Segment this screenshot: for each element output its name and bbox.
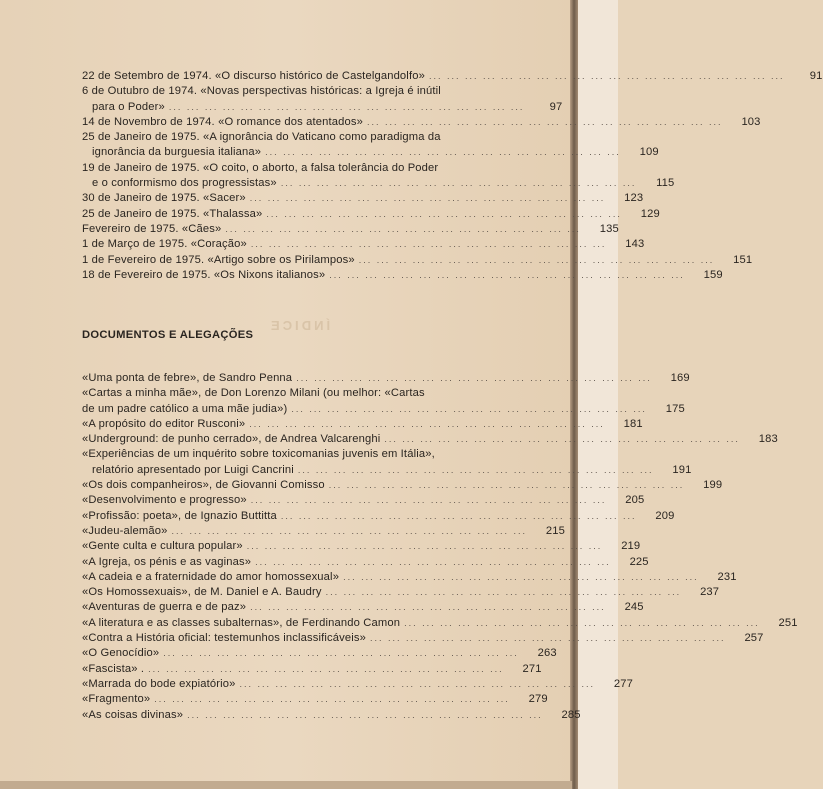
toc-line bbox=[82, 555, 649, 570]
dot-leader: ... ... ... ... ... ... ... ... ... ... ... ... ... ... ... ... ... ... ... ... bbox=[280, 178, 637, 189]
toc-entry bbox=[82, 585, 720, 600]
toc-line bbox=[82, 600, 644, 615]
entry-title: 25 de Janeiro de 1975. «Thalassa» bbox=[82, 207, 263, 220]
toc-line bbox=[82, 145, 659, 160]
page-number: 225 bbox=[629, 555, 649, 568]
page-number: 205 bbox=[625, 494, 645, 507]
toc-line bbox=[82, 115, 761, 130]
page-number: 245 bbox=[624, 601, 644, 614]
toc-entry bbox=[82, 692, 548, 707]
dot-leader: ... ... ... ... ... ... ... ... ... ... ... ... ... ... ... ... ... ... ... ... bbox=[250, 602, 606, 613]
toc-entry bbox=[82, 646, 557, 661]
dot-leader: ... ... ... ... ... ... ... ... ... ... ... ... ... ... ... ... ... ... ... ... bbox=[343, 571, 699, 582]
toc-line bbox=[82, 662, 542, 677]
entry-title: 14 de Novembro de 1974. «O romance dos atentados» bbox=[82, 115, 364, 128]
toc-line bbox=[82, 585, 720, 600]
entry-title: «Experiências de um inquérito sobre toxicomanias juvenis em Itália», bbox=[82, 448, 435, 461]
page-number: 277 bbox=[613, 677, 634, 690]
toc-line bbox=[82, 677, 634, 692]
toc-section-2 bbox=[82, 371, 798, 723]
page-number: 251 bbox=[778, 616, 798, 629]
entry-title: Fevereiro de 1975. «Cães» bbox=[82, 222, 222, 235]
dot-leader: ... ... ... ... ... ... ... ... ... ... ... ... ... ... ... ... ... ... ... ... bbox=[239, 678, 596, 689]
dot-leader: ... ... ... ... ... ... ... ... ... ... ... ... ... ... ... ... ... ... ... ... bbox=[250, 495, 607, 506]
page-number: 97 bbox=[549, 100, 563, 113]
entry-title: «A propósito do editor Rusconi» bbox=[82, 417, 246, 430]
page-number: 199 bbox=[703, 479, 723, 492]
page-number: 271 bbox=[522, 662, 542, 675]
dot-leader: ... ... ... ... ... ... ... ... ... ... ... ... ... ... ... ... ... ... ... ... bbox=[296, 373, 652, 383]
dot-leader: ... ... ... ... ... ... ... ... ... ... ... ... ... ... ... ... ... ... ... ... bbox=[250, 239, 607, 250]
page-number: 169 bbox=[670, 372, 690, 384]
entry-title: «Cartas a minha mãe», de Don Lorenzo Milani (ou melhor: «Cartas bbox=[82, 387, 425, 400]
toc-line bbox=[82, 207, 660, 222]
entry-title: «Aventuras de guerra e de paz» bbox=[82, 601, 247, 614]
dot-leader: ... ... ... ... ... ... ... ... ... ... ... ... ... ... ... ... ... ... ... ... bbox=[428, 71, 785, 81]
entry-title: «Uma ponta de febre», de Sandro Penna bbox=[82, 372, 293, 384]
toc-line bbox=[82, 478, 723, 493]
toc-entry bbox=[82, 478, 723, 493]
toc-line bbox=[82, 371, 690, 386]
entry-title: 6 de Outubro de 1974. «Novas perspectivas históricas: a Igreja é inútil bbox=[82, 85, 441, 98]
entry-title: 22 de Setembro de 1974. «O discurso histórico de Castelgandolfo» bbox=[82, 70, 425, 82]
toc-line bbox=[82, 692, 548, 707]
page-number: 151 bbox=[733, 253, 753, 266]
page-number: 159 bbox=[703, 268, 723, 281]
toc-line bbox=[82, 524, 565, 539]
entry-title: «Os dois companheiros», de Giovanni Comisso bbox=[82, 479, 325, 492]
toc-entry bbox=[82, 386, 685, 417]
dot-leader: ... ... ... ... ... ... ... ... ... ... ... ... ... ... ... ... ... ... ... ... bbox=[168, 101, 525, 112]
page-number: 191 bbox=[672, 463, 692, 476]
page-number: 115 bbox=[656, 177, 675, 190]
toc-line bbox=[82, 493, 645, 508]
dot-leader: ... ... ... ... ... ... ... ... ... ... ... ... ... ... ... ... ... ... ... ... bbox=[291, 403, 647, 414]
page-number: 175 bbox=[665, 402, 685, 415]
toc-line bbox=[82, 161, 518, 176]
entry-title: «A Igreja, os pénis e as vaginas» bbox=[82, 555, 252, 568]
entry-title: «Underground: de punho cerrado», de Andrea Valcarenghi bbox=[82, 433, 381, 446]
toc-line bbox=[82, 616, 798, 631]
toc-entry bbox=[82, 677, 634, 692]
toc-entry bbox=[82, 493, 645, 508]
toc-line bbox=[82, 417, 643, 432]
entry-title: «Contra a História oficial: testemunhos inclassificáveis» bbox=[82, 632, 367, 645]
toc-entry bbox=[82, 631, 764, 646]
toc-entry bbox=[82, 222, 619, 237]
dot-leader: ... ... ... ... ... ... ... ... ... ... ... ... ... ... ... ... ... ... ... ... bbox=[225, 223, 581, 234]
page-number: 143 bbox=[625, 238, 645, 251]
toc-entry bbox=[82, 69, 823, 84]
page-number: 103 bbox=[741, 115, 761, 128]
dot-leader: ... ... ... ... ... ... ... ... ... ... ... ... ... ... ... ... ... ... ... ... bbox=[266, 208, 622, 219]
toc-line bbox=[82, 237, 645, 252]
page-number: 279 bbox=[528, 693, 548, 706]
entry-title: 1 de Março de 1975. «Coração» bbox=[82, 238, 247, 251]
page-number: 129 bbox=[640, 207, 660, 220]
toc-line bbox=[82, 100, 563, 115]
entry-title: de um padre católico a uma mãe judia») bbox=[82, 402, 288, 415]
page-number: 209 bbox=[655, 509, 675, 522]
entry-title: «As coisas divinas» bbox=[82, 708, 184, 721]
entry-title: relatório apresentado por Luigi Cancrini bbox=[92, 463, 294, 476]
dot-leader: ... ... ... ... ... ... ... ... ... ... ... ... ... ... ... ... ... ... ... ... bbox=[265, 147, 621, 158]
entry-title: 1 de Fevereiro de 1975. «Artigo sobre os Pirilampos» bbox=[82, 253, 355, 266]
dot-leader: ... ... ... ... ... ... ... ... ... ... ... ... ... ... ... ... ... ... ... ... bbox=[249, 418, 605, 429]
toc-line bbox=[82, 222, 619, 237]
page-number: 237 bbox=[700, 586, 720, 599]
dot-leader: ... ... ... ... ... ... ... ... ... ... ... ... ... ... ... ... ... ... ... ... bbox=[148, 663, 504, 674]
page-number: 257 bbox=[744, 632, 764, 645]
dot-leader: ... ... ... ... ... ... ... ... ... ... ... ... ... ... ... ... ... ... ... ... bbox=[171, 525, 527, 536]
toc-line bbox=[82, 402, 685, 417]
entry-title: «Os Homossexuais», de M. Daniel e A. Baudry bbox=[82, 586, 322, 599]
toc-entry bbox=[82, 191, 644, 206]
page-number: 263 bbox=[537, 647, 557, 660]
entry-title: «A cadeia e a fraternidade do amor homossexual» bbox=[82, 570, 340, 583]
entry-title: «Fragmento» bbox=[82, 693, 151, 706]
toc-entry bbox=[82, 570, 737, 585]
entry-title: «Profissão: poeta», de Ignazio Buttitta bbox=[82, 509, 277, 522]
toc-line bbox=[82, 191, 644, 206]
page-number: 181 bbox=[623, 417, 643, 430]
toc-line bbox=[82, 539, 641, 554]
toc-line bbox=[82, 463, 692, 478]
entry-title: «Desenvolvimento e progresso» bbox=[82, 494, 247, 507]
toc-entry bbox=[82, 237, 645, 252]
toc-line bbox=[82, 84, 518, 99]
entry-title: «A literatura e as classes subalternas», de Ferdinando Camon bbox=[82, 616, 401, 629]
page-number: 183 bbox=[758, 433, 778, 446]
toc-entry bbox=[82, 708, 581, 723]
page-number: 215 bbox=[545, 524, 565, 537]
toc-entry bbox=[82, 555, 649, 570]
bottom-edge bbox=[0, 781, 572, 789]
toc-entry bbox=[82, 253, 753, 268]
toc-entry bbox=[82, 207, 660, 222]
toc-entry bbox=[82, 600, 644, 615]
dot-leader: ... ... ... ... ... ... ... ... ... ... ... ... ... ... ... ... ... ... ... ... bbox=[163, 648, 519, 659]
dot-leader: ... ... ... ... ... ... ... ... ... ... ... ... ... ... ... ... ... ... ... ... bbox=[328, 480, 685, 491]
toc-entry bbox=[82, 662, 542, 677]
dot-leader: ... ... ... ... ... ... ... ... ... ... ... ... ... ... ... ... ... ... ... ... bbox=[187, 709, 543, 720]
toc-line bbox=[82, 432, 778, 447]
entry-title: 25 de Janeiro de 1975. «A ignorância do Vaticano como paradigma da bbox=[82, 131, 441, 144]
entry-title: «Marrada do bode expiatório» bbox=[82, 677, 236, 690]
entry-title: 18 de Fevereiro de 1975. «Os Nixons italianos» bbox=[82, 268, 326, 281]
page-number: 123 bbox=[624, 192, 644, 205]
entry-title: «O Genocídio» bbox=[82, 647, 160, 660]
show-through-watermark: ÍNDICE bbox=[268, 318, 331, 333]
toc-line bbox=[82, 386, 518, 401]
entry-title: «Fascista» . bbox=[82, 662, 145, 675]
toc-entry bbox=[82, 539, 641, 554]
toc-entry bbox=[82, 371, 690, 386]
dot-leader: ... ... ... ... ... ... ... ... ... ... ... ... ... ... ... ... ... ... ... ... bbox=[246, 541, 603, 552]
dot-leader: ... ... ... ... ... ... ... ... ... ... ... ... ... ... ... ... ... ... ... ... bbox=[367, 116, 723, 127]
toc-entry bbox=[82, 432, 778, 447]
entry-title: «Judeu-alemão» bbox=[82, 524, 168, 537]
toc-entry bbox=[82, 509, 675, 524]
toc-line bbox=[82, 130, 518, 145]
toc-line bbox=[82, 708, 581, 723]
entry-title: e o conformismo dos progressistas» bbox=[92, 177, 277, 190]
toc-entry bbox=[82, 84, 563, 115]
toc-entry bbox=[82, 268, 723, 283]
entry-title: «Gente culta e cultura popular» bbox=[82, 540, 243, 553]
toc-line bbox=[82, 509, 675, 524]
page-number: 135 bbox=[599, 222, 619, 235]
toc-line bbox=[82, 176, 675, 191]
page-number: 285 bbox=[561, 708, 581, 721]
toc-line bbox=[82, 570, 737, 585]
toc-line bbox=[82, 631, 764, 646]
toc-entry bbox=[82, 161, 675, 192]
toc-entry bbox=[82, 524, 565, 539]
entry-title: 19 de Janeiro de 1975. «O coito, o aborto, a falsa tolerância do Poder bbox=[82, 161, 439, 174]
dot-leader: ... ... ... ... ... ... ... ... ... ... ... ... ... ... ... ... ... ... ... ... bbox=[249, 193, 606, 204]
dot-leader: ... ... ... ... ... ... ... ... ... ... ... ... ... ... ... ... ... ... ... ... bbox=[384, 434, 740, 445]
dot-leader: ... ... ... ... ... ... ... ... ... ... ... ... ... ... ... ... ... ... ... ... bbox=[404, 617, 760, 628]
page-number: 219 bbox=[621, 540, 641, 553]
dot-leader: ... ... ... ... ... ... ... ... ... ... ... ... ... ... ... ... ... ... ... ... bbox=[325, 587, 682, 598]
page-number: 91 bbox=[809, 70, 823, 82]
toc-line bbox=[82, 69, 823, 84]
toc-entry bbox=[82, 616, 798, 631]
toc-line bbox=[82, 253, 753, 268]
dot-leader: ... ... ... ... ... ... ... ... ... ... ... ... ... ... ... ... ... ... ... ... bbox=[370, 633, 726, 644]
dot-leader: ... ... ... ... ... ... ... ... ... ... ... ... ... ... ... ... ... ... ... ... bbox=[255, 556, 611, 567]
toc-entry bbox=[82, 130, 659, 161]
section-heading: DOCUMENTOS E ALEGAÇÕES bbox=[82, 329, 254, 341]
page-number: 109 bbox=[639, 146, 659, 159]
toc-entry bbox=[82, 115, 761, 130]
toc-line bbox=[82, 646, 557, 661]
entry-title: 30 de Janeiro de 1975. «Sacer» bbox=[82, 192, 246, 205]
toc-line bbox=[82, 447, 518, 462]
dot-leader: ... ... ... ... ... ... ... ... ... ... ... ... ... ... ... ... ... ... ... ... bbox=[329, 269, 685, 280]
toc-line bbox=[82, 268, 723, 283]
dot-leader: ... ... ... ... ... ... ... ... ... ... ... ... ... ... ... ... ... ... ... ... bbox=[297, 464, 654, 475]
toc-entry bbox=[82, 417, 643, 432]
page-number: 231 bbox=[717, 570, 737, 583]
toc-section-1 bbox=[82, 69, 823, 283]
entry-title: ignorância da burguesia italiana» bbox=[92, 146, 262, 159]
toc-entry bbox=[82, 447, 692, 478]
dot-leader: ... ... ... ... ... ... ... ... ... ... ... ... ... ... ... ... ... ... ... ... bbox=[280, 510, 637, 521]
dot-leader: ... ... ... ... ... ... ... ... ... ... ... ... ... ... ... ... ... ... ... ... bbox=[154, 694, 510, 705]
entry-title: para o Poder» bbox=[92, 100, 165, 113]
dot-leader: ... ... ... ... ... ... ... ... ... ... ... ... ... ... ... ... ... ... ... ... bbox=[358, 254, 715, 265]
